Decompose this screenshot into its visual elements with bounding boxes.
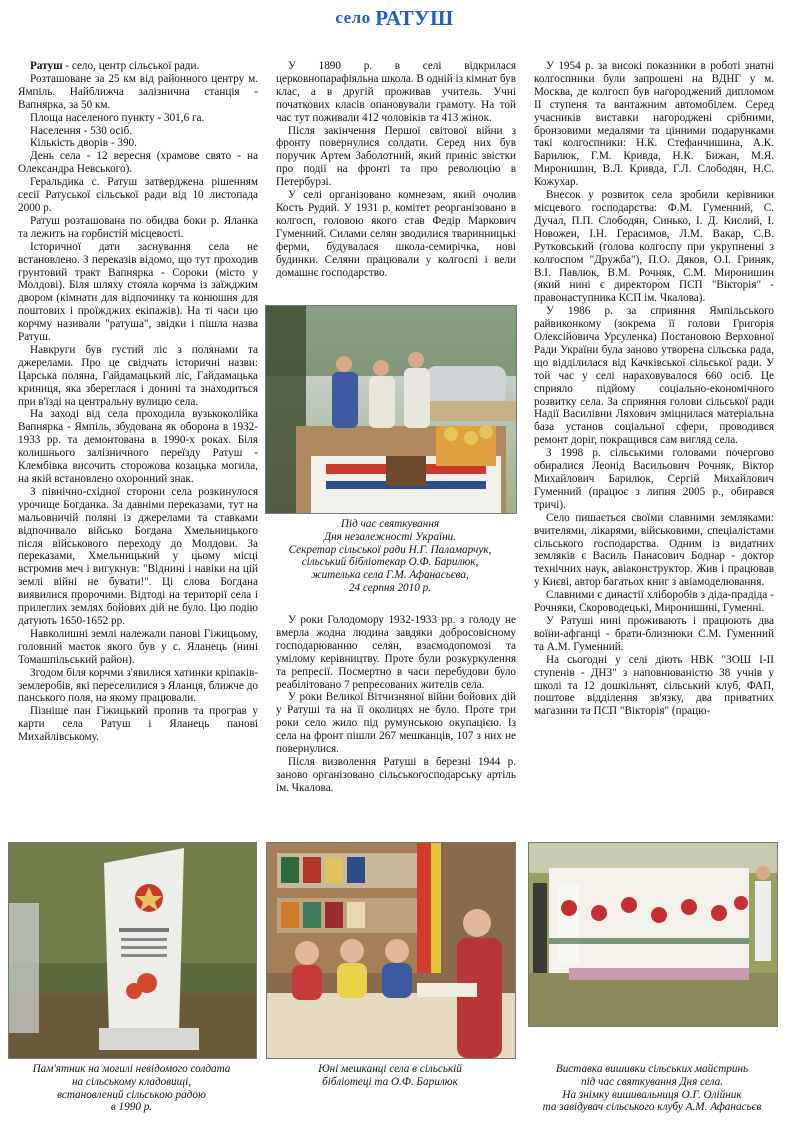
paragraph (18, 486, 258, 628)
paragraph-text: Розташоване за 25 км від районного центру м. Ямпіль. Найближча залізнична станція - Вапнярка, за 50 км. (18, 72, 258, 111)
paragraph (18, 628, 258, 667)
paragraph (18, 344, 258, 409)
paragraph (18, 215, 258, 241)
title-village-name: РАТУШ (375, 6, 454, 30)
paragraph (18, 705, 258, 744)
paragraph-text: Кількість дворів - 390. (30, 137, 137, 150)
column-2-top (276, 60, 516, 298)
festival-photo (265, 305, 517, 514)
paragraph (18, 150, 258, 176)
embroidery-photo-caption (528, 1063, 776, 1114)
paragraph (18, 125, 258, 138)
paragraph (18, 137, 258, 150)
paragraph: У роки Великої Вітчизняної війни бойових дій у Ратуші та на її околицях не було. Проте три роки село жило під румунською окупацією. Із села на фронт пішли 267 мешканців, 107 з них не повернулися. (276, 691, 516, 756)
caption-line: встановлений сільською радою (57, 1088, 206, 1101)
paragraph-text: Згодом біля корчми з'явилися хатинки кріпаків-землеробів, які переселилися з Яланця, ближче до панського поля, на якому працювали. (18, 666, 258, 705)
caption-line: під час святкування Дня села. (580, 1075, 724, 1088)
monument-photo (8, 842, 257, 1059)
embroidery-photo-image (529, 843, 777, 1026)
festival-photo-image (266, 306, 516, 513)
column-3 (534, 60, 774, 838)
lead-word: Ратуш (30, 60, 63, 72)
paragraph-text: Пізніше пан Гіжицький пропив та програв у карти села Ратуш і Яланець панові Михайлівському. (18, 705, 258, 744)
library-photo-caption (266, 1063, 514, 1089)
paragraph (18, 73, 258, 112)
festival-photo-caption (265, 518, 515, 595)
page-title (0, 6, 789, 31)
caption-line: Виставка вишивки сільських майстринь (555, 1063, 749, 1075)
paragraph: Славними є династії хліборобів з діда-прадіда - Рочняки, Скороводецькі, Миронишині, Гуменні. (534, 589, 774, 615)
paragraph (18, 60, 258, 73)
caption-line: Дня незалежності України. (323, 530, 457, 543)
paragraph-text: Площа населеного пункту - 301,6 га. (30, 111, 205, 124)
caption-line: Пам'ятник на могилі невідомого солдата (32, 1063, 231, 1075)
paragraph-text: День села - 12 вересня (храмове свято - на Олександра Невського). (18, 150, 258, 176)
paragraph: У роки Голодомору 1932-1933 рр. з голоду не вмерла жодна людина завдяки добросовісному господарюванню селян, взаємодопомозі та умілому керівництву. Проте були розкуркулення та репресії. Посмертно в часи перебудови було реабілітовано 7 репресованих жителів села. (276, 614, 516, 691)
caption-line: Юні мешканці села в сільській (318, 1063, 462, 1075)
paragraph: Після закінчення Першої світової війни з фронту повернулися солдати. Серед них був поручик Артем Заболотний, який приніс звістки про події на фронті та про революцію в Петербурзі. (276, 124, 516, 189)
paragraph (18, 241, 258, 344)
title-prefix: село (335, 8, 371, 27)
caption-line: На знімку вишивальниця О.Г. Олійник (562, 1088, 742, 1101)
caption-line: Секретар сільської ради Н.Г. Паламарчук, (288, 543, 492, 556)
caption-line: бібліотеці та О.Ф. Барилюк (322, 1075, 458, 1088)
monument-photo-caption (8, 1063, 255, 1114)
caption-line: сільський бібліотекар О.Ф. Барилюк, (301, 556, 479, 569)
caption-line: 24 серпня 2010 р. (348, 581, 432, 594)
paragraph: У селі організовано комнезам, який очолив Кость Рудий. У 1931 р. комітет реорганізовано в колгосп, головою якого став Федір Маркович Гуменний. Силами селян зводилися тваринницькі ферми, будувалася школа-семирічка, нові будинки. Селяни працювали у колгоспі і вели домашнє господарство. (276, 189, 516, 279)
paragraph: У 1954 р. за високі показники в роботі знатні колгоспники були запрошені на ВДНГ у м. Москва, де колгосп був нагороджений дипломом II ступеня та вантажним автомобілем. Серед учасників виставки нагороджені срібними, бронзовими медалями та цінними подарунками такі колгоспники: Н.К. Стефанчишина, А.К. Барилюк, Г.М. Кривда, Н.К. Бижан, М.Я. Миронишин, В.Л. Кривда, Г.Л. Слободян, Н.С. Кожухар. (534, 60, 774, 189)
paragraph: У 1890 р. в селі відкрилася церковнопарафіяльна школа. В одній із кімнат був клас, а в другій проживав учитель. Учні початкових класів опановували грамоту. На той час тут поживали 412 чоловіків та 413 жінок. (276, 60, 516, 124)
paragraph: Село пишається своїми славними земляками: вчителями, лікарями, військовими, спеціалістами сільського господарства. Одним із видатних земляків є Василь Панасович Боднар - доктор технічних наук, авіаконструктор. Жив і працював у Києві, автор багатьох книг з авіамоделювання. (534, 511, 774, 589)
paragraph-text: Навколишні землі належали панові Гіжицьому, головний маєток якого був у с. Яланець (нині Томашпільський район). (18, 627, 258, 666)
column-2-bottom (276, 614, 516, 838)
paragraph (18, 408, 258, 485)
paragraph: У Ратуші нині проживають і працюють два воїни-афганці - брати-близнюки С.М. Гуменний та А.М. Гуменний. (534, 614, 774, 653)
monument-photo-image (9, 843, 256, 1058)
paragraph (18, 667, 258, 706)
paragraph: На сьогодні у селі діють НВК "ЗОШ I-II ступенів - ДНЗ" з наповнюваністю 38 учнів у школі та 12 дошкільнят, сільський клуб, ФАП, поштове відділення зв'язку, два приватних магазини та ПСП "Вікторія" (працю- (534, 653, 774, 718)
paragraph-text: Геральдика с. Ратуш затверджена рішенням сесії Ратуської сільської ради від 10 листопада 2000 р. (18, 176, 258, 214)
paragraph: У 1986 р. за сприяння Ямпільського райвиконкому (зокрема її голови Григорія Олексійовича Урсуленка) Постановою Верховної Ради України була заново утворена сільська рада, що відділилася від Качківської сільської ради. У той час у селі нараховувалося 660 осіб. Це сприяло підйому соціально-економічного розвитку села. За сприяння голови сільської ради Надії Василівни Ляхович зміцнилася матеріальна база установ соціальної сфери, проводився ремонт доріг, покращився сам вигляд села. (534, 305, 774, 447)
paragraph-text: Населення - 530 осіб. (30, 124, 133, 137)
column-1 (18, 60, 258, 838)
paragraph-text: З північно-східної сторони села розкинулося урочище Богданка. За давніми переказами, тут на мальовничій поляні із джерелами та ставками відпочивало військо Богдана Хмельницького після військового переходу до Молдови. За переказами, Хмельницький у цьому місці встромив меч і вигукнув: "Віднині і навіки на цій землі війні не бувати!". Ці слова Богдана виявилися пророчими. Відтоді на території села і прилеглих землях бойових дій не було. Цю подію датують 1650-1652 рр. (18, 485, 258, 627)
library-photo-image (267, 843, 515, 1058)
caption-line: в 1990 р. (110, 1101, 153, 1114)
caption-line: та завідувач сільського клубу А.М. Афанасьєв (542, 1101, 762, 1114)
embroidery-photo (528, 842, 778, 1027)
caption-line: на сільському кладовищі, (71, 1075, 192, 1088)
paragraph: Внесок у розвиток села зробили керівники місцевого господарства: Ф.М. Гуменний, С. Дучал, П.П. Слободян, Синько, І. Д. Кислий, І. Новожен, І.Н. Герасимов, Л.М. Вакар, С.В. Рутковський (голова колгоспу при укрупненні з колгоспом "Дружба"), П.О. Дяков, О.І. Гриняк, В.І. Павлюк, В.М. Рочняк, С.М. Миронишин (який нині є директором ПСП "Вікторія" - правонаступника КСП ім. Чкалова). (534, 189, 774, 305)
library-photo (266, 842, 516, 1059)
paragraph: З 1998 р. сільськими головами почергово обиралися Леонід Васильович Рочняк, Віктор Михайлович Барилюк, Сергій Михайлович Гуменний (працює з липня 2005 р., обирався тричі). (534, 447, 774, 511)
paragraph: Після визволення Ратуші в березні 1944 р. заново організовано сільськогосподарську артіль ім. Чкалова. (276, 755, 516, 794)
paragraph-text: Навкруги був густий ліс з полянами та джерелами. Про це свідчать історичні назви: Царська поляна, Гайдамацький ліс, Гайдамацька криниця, яка збереглася і донині та знаходиться при в'їзді на центральну вулицю села. (18, 343, 258, 408)
paragraph-text: Історичної дати заснування села не встановлено. З переказів відомо, що тут проходив грунтовий тракт Вапнярка - Сороки (місто у Молдові). Біля шляху стояла корчма із заїжджим двором (кімнати для відпочинку та конюшня для поштових і проїжджих екіпажів). На ті часи цю корчму називали "ратуша", звідки і пішла назва Ратуш. (18, 240, 258, 344)
paragraph-text: - село, центр сільської ради. (62, 60, 200, 72)
paragraph (18, 112, 258, 125)
paragraph-text: На заході від села проходила вузькоколійка Вапнярка - Ямпіль, збудована як оборона в 1932-1933 рр. та демонтована в 1990-х роках. Біля колишнього залізничного переїзду Ратуш - Клембівка височить сторожова козацька могила, на якій встановлено охоронний знак. (18, 408, 258, 485)
paragraph (18, 176, 258, 215)
paragraph-text: Ратуш розташована по обидва боки р. Яланка та лежить на горбистій місцевості. (18, 214, 258, 240)
caption-line: жителька села Г.М. Афанасьєва, (311, 569, 469, 582)
caption-line: Під час святкування (340, 518, 440, 530)
